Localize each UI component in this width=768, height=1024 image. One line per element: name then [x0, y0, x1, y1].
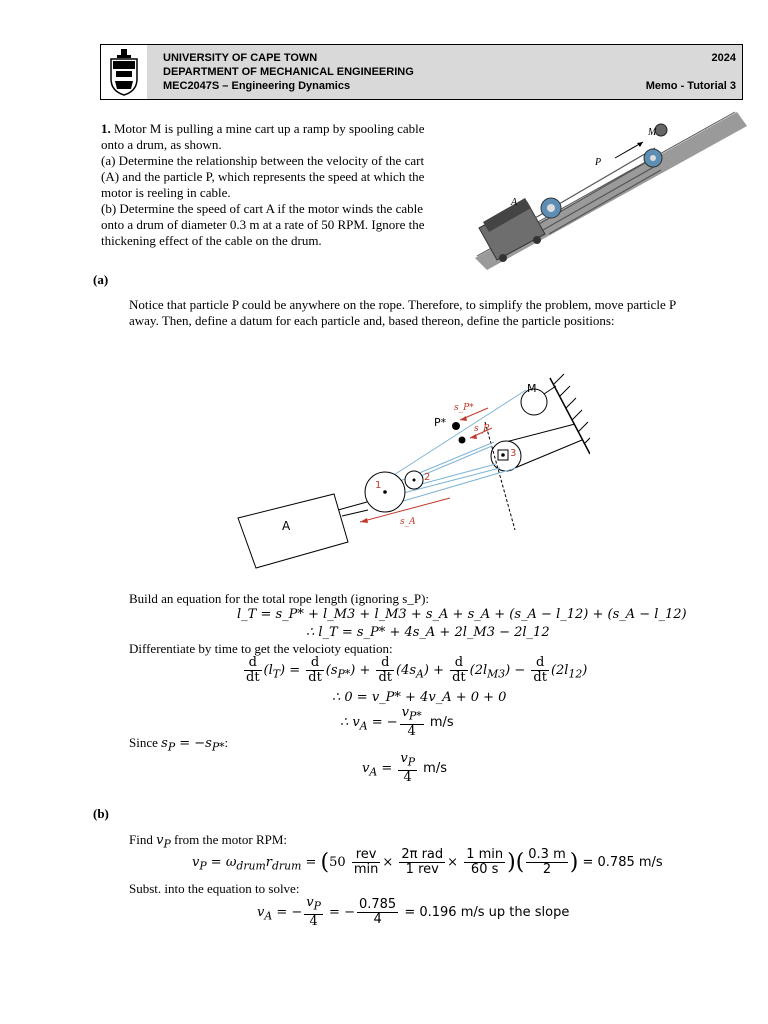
- university-name: UNIVERSITY OF CAPE TOWN: [163, 52, 318, 64]
- rope-length-simplified: ∴ l_T = s_P* + 4s_A + 2l_M3 − 2l_12: [306, 625, 550, 640]
- university-crest-logo: [101, 45, 148, 99]
- since-text: Since: [129, 735, 158, 750]
- pulley-schematic: [230, 360, 590, 576]
- sa-label: s_A: [400, 517, 416, 527]
- fig2-label-p-star: P*: [434, 416, 447, 429]
- problem-intro: Motor M is pulling a mine cart up a ramp by spooling cable onto a drum, as shown.: [101, 121, 425, 152]
- den-4: 4: [373, 911, 382, 927]
- diameter: 0.3 m: [528, 847, 566, 862]
- document-header: [100, 44, 743, 100]
- va-from-vpstar: ∴ $v_A$ = − $\frac{v_{P*}}{4}$ m/s: [340, 705, 454, 739]
- department-name: DEPARTMENT OF MECHANICAL ENGINEERING: [163, 66, 414, 78]
- fig1-label-p: P: [595, 157, 602, 168]
- section-b-label: (b): [93, 806, 109, 821]
- pulley-3-label: 3: [510, 448, 517, 459]
- year: 2024: [711, 52, 736, 64]
- two: 2: [542, 862, 552, 877]
- build-text: Build an equation for the total rope length (ignoring s_P):: [129, 591, 430, 606]
- since-line: Since $s_P = -s_{P*}$:: [129, 735, 229, 754]
- velocity-equation: ∴ 0 = v_P* + 4v_A + 0 + 0: [332, 690, 507, 705]
- motor-m: [655, 124, 667, 136]
- problem-statement: [101, 121, 439, 249]
- va-final-calculation: $v_A$ = − $\frac{v_P}{4}$ = − $\frac{0.785}{4}$ = 0.196 m/s up the slope: [257, 895, 570, 929]
- differentiate-text: Differentiate by time to get the velocioty equation:: [129, 641, 393, 656]
- particle-p: [459, 437, 466, 444]
- va-result-a: $v_A$ = $\frac{v_P}{4}$ m/s: [362, 751, 447, 785]
- problem-part-a: (a) Determine the relationship between the velocity of the cart (A) and the particle P, which represents the speed at which the motor is reeling in cable.: [101, 153, 425, 200]
- va-final-result: = 0.196 m/s up the slope: [404, 904, 570, 920]
- fig2-label-a: A: [282, 519, 291, 533]
- find-suffix: from the motor RPM:: [174, 832, 288, 847]
- rpm-value: 50: [329, 855, 346, 870]
- fig1-label-m: M: [648, 127, 657, 138]
- unit-m-s: m/s: [429, 714, 454, 730]
- num-0785: 0.785: [358, 896, 397, 912]
- fig2-label-m: M: [527, 382, 537, 395]
- problem-number: 1.: [101, 121, 111, 136]
- rope-length-equation: l_T = s_P* + l_M3 + l_M3 + s_A + s_A + (s_A − l_12) + (s_A − l_12): [237, 607, 687, 622]
- sp-label: s_P: [474, 424, 490, 434]
- pulley-2-label: 2: [424, 472, 431, 483]
- subst-text: Subst. into the equation to solve:: [129, 881, 300, 896]
- vp-result: = 0.785 m/s: [582, 855, 663, 870]
- vp-calculation: $v_P = \omega_{drum}r_{drum} = (50$ $\frac{\text{rev}}{\min}$ × $\frac{\text{2π rad}}{\text{1 rev}}$ × $\frac{1 \min}{60 s}$ )( $\frac{0.3 m}{2}$ ) = 0.785 m/s: [192, 847, 663, 877]
- pulley-1-label: 1: [375, 480, 382, 491]
- cart-a-box: [238, 494, 348, 568]
- find-prefix: Find: [129, 832, 153, 847]
- header-box: [147, 45, 742, 99]
- derivative-equation: $\frac{d}{dt}$ $(l_T)$ = $\frac{d}{dt}$ $(s_{P*})$ + $\frac{d}{dt}$ $(4s_A)$ + $\frac{d}{dt}$ $(2l_{M3})$ − $\frac{d}{dt}$ $(2l_{12})$: [246, 655, 588, 685]
- sp-star-label: s_P*: [454, 403, 474, 413]
- section-a-label: (a): [93, 272, 109, 287]
- particle-p-star: [452, 422, 460, 430]
- unit-m-s-2: m/s: [423, 760, 447, 776]
- fig1-label-a: A: [511, 197, 518, 208]
- memo-title: Memo - Tutorial 3: [645, 80, 736, 92]
- course-name: MEC2047S – Engineering Dynamics: [163, 80, 351, 92]
- mine-cart-figure: [465, 110, 747, 270]
- section-a-notice: Notice that particle P could be anywhere on the rope. Therefore, to simplify the problem, move particle P away. Then, define a datum for each particle and, based thereon, define the particle positions:: [129, 297, 676, 328]
- find-line: Find $v_P$ from the motor RPM:: [129, 832, 288, 851]
- problem-part-b: (b) Determine the speed of cart A if the motor winds the cable onto a drum of diameter 0.3 m at a rate of 50 RPM. Ignore the thickening effect of the cable on the drum.: [101, 201, 425, 248]
